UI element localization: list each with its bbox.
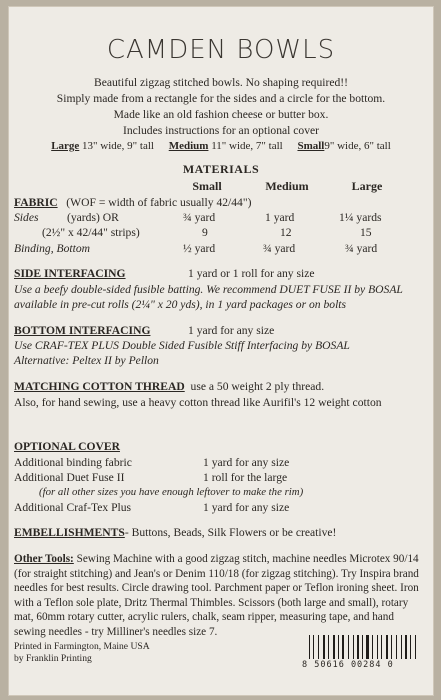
cover-amount-2: 1 roll for the large bbox=[203, 471, 288, 484]
barcode-bar bbox=[338, 635, 339, 659]
barcode-bar bbox=[383, 635, 385, 659]
binding-label: Binding, Bottom bbox=[14, 242, 90, 255]
size-desc-small: 9" wide, 6" tall bbox=[324, 140, 391, 152]
side-interfacing-note: Use a beefy double-sided fusible batting. We recommend DUET FUSE II by BOSAL available in pre-cut rolls (2¼" x 20 yds), in 1 yard packages or on bolts bbox=[14, 283, 403, 311]
barcode-bar bbox=[309, 635, 310, 659]
barcode-bar bbox=[416, 635, 417, 659]
bottom-interfacing-line1: Use CRAF-TEX PLUS Double Sided Fusible Stiff Interfacing by BOSAL bbox=[14, 339, 350, 352]
sides-strips: (2½" x 42/44" strips) bbox=[42, 226, 140, 239]
barcode-bar bbox=[353, 635, 354, 659]
binding-small: ½ yard bbox=[183, 242, 216, 255]
sides-label: Sides bbox=[14, 211, 39, 224]
barcode-bar bbox=[410, 635, 411, 659]
tools-paragraph bbox=[14, 552, 426, 640]
barcode-bar bbox=[389, 635, 390, 659]
barcode-bar bbox=[364, 635, 365, 659]
barcode-bar bbox=[372, 635, 373, 659]
size-list bbox=[9, 140, 433, 152]
cover-item-1: Additional binding fabric bbox=[14, 456, 132, 469]
barcode-bar bbox=[360, 635, 361, 659]
cover-label: OPTIONAL COVER bbox=[14, 440, 120, 453]
barcode-bar bbox=[396, 635, 397, 659]
cover-amount-3: 1 yard for any size bbox=[203, 501, 290, 514]
fabric-note: (WOF = width of fabric usually 42/44") bbox=[66, 196, 252, 209]
barcode-bar bbox=[405, 635, 407, 659]
barcode-bar bbox=[341, 635, 342, 659]
cover-note: (for all other sizes you have enough leftover to make the rim) bbox=[39, 486, 304, 498]
embellishments-label: EMBELLISHMENTS bbox=[14, 526, 125, 539]
barcode-bar bbox=[320, 635, 322, 659]
barcode-bar bbox=[415, 635, 416, 659]
barcode-bar bbox=[366, 635, 368, 659]
size-name-medium: Medium bbox=[168, 140, 209, 152]
thread-row bbox=[14, 380, 324, 393]
materials-heading: MATERIALS bbox=[182, 162, 260, 176]
barcode-bar bbox=[398, 635, 399, 659]
barcode-bar bbox=[345, 635, 346, 659]
cover-amount-1: 1 yard for any size bbox=[203, 456, 290, 469]
bottom-interfacing-label: BOTTOM INTERFACING bbox=[14, 324, 151, 337]
thread-more: Also, for hand sewing, use a heavy cotton thread like Aurifil's 12 weight cotton bbox=[14, 396, 382, 409]
column-large: Large bbox=[351, 179, 383, 193]
bottom-interfacing-row bbox=[14, 324, 150, 337]
bottom-interfacing-amount: 1 yard for any size bbox=[188, 324, 275, 337]
tools-text: Sewing Machine with a good zigzag stitch, machine needles Microtex 90/14 (for straight stitching) and Jean's or Denim 110/18 (for zigzag stitching). Try Inspira brand needles for best results. Circle drawing tool. Parchment paper or Teflon ironing sheet. Iron with a Teflon sole plate, Dritz Thermal Thimbles. Scissors (both large and small), rotary mat, 60mm rotary cutter, acrylic rulers, chalk, seam ripper, measuring tape, and hand sewing needles - try Milliner's needles size 7. bbox=[14, 553, 419, 638]
printed-line-2: by Franklin Printing bbox=[14, 653, 92, 664]
barcode-bar bbox=[381, 635, 382, 659]
barcode-bar bbox=[336, 635, 337, 659]
cover-item-3: Additional Craf-Tex Plus bbox=[14, 501, 132, 514]
size-name-large: Large bbox=[51, 140, 80, 152]
side-interfacing-amount: 1 yard or 1 roll for any size bbox=[188, 267, 315, 280]
sides-large: 1¼ yards bbox=[339, 211, 382, 224]
barcode-bar bbox=[371, 635, 372, 659]
fabric-row bbox=[14, 196, 251, 209]
tools-label: Other Tools: bbox=[14, 553, 74, 565]
strips-medium: 12 bbox=[280, 226, 292, 239]
barcode-bar bbox=[342, 635, 343, 659]
thread-label: MATCHING COTTON THREAD bbox=[14, 380, 185, 393]
barcode-bar bbox=[401, 635, 402, 659]
intro-line: Includes instructions for an optional cover bbox=[122, 124, 320, 137]
strips-large: 15 bbox=[360, 226, 372, 239]
sides-medium: 1 yard bbox=[265, 211, 295, 224]
embellishments-row bbox=[14, 526, 336, 539]
sides-unit: (yards) OR bbox=[67, 211, 119, 224]
size-desc-medium: 11" wide, 7" tall bbox=[211, 140, 283, 152]
pattern-back-cover bbox=[8, 6, 434, 696]
side-interfacing-row bbox=[14, 267, 126, 280]
barcode-number: 8 50616 00284 0 bbox=[302, 660, 394, 670]
barcode-bar bbox=[312, 635, 313, 659]
barcode-bar bbox=[313, 635, 314, 659]
binding-medium: ¾ yard bbox=[263, 242, 296, 255]
barcode-bar bbox=[408, 635, 409, 659]
barcode-bar bbox=[374, 635, 375, 659]
size-desc-large: 13" wide, 9" tall bbox=[82, 140, 154, 152]
barcode-bar bbox=[350, 635, 352, 659]
barcode-bar bbox=[362, 635, 363, 659]
pattern-title: CAMDEN BOWLS bbox=[106, 35, 336, 65]
barcode-bar bbox=[377, 635, 378, 659]
barcode-bar bbox=[356, 635, 357, 659]
barcode-bar bbox=[333, 635, 335, 659]
column-small: Small bbox=[192, 179, 222, 193]
cover-item-2: Additional Duet Fuse II bbox=[14, 471, 125, 484]
strips-small: 9 bbox=[202, 226, 208, 239]
barcode-bar bbox=[327, 635, 328, 659]
intro-line: Beautiful zigzag stitched bowls. No shaping required!! bbox=[93, 76, 349, 89]
embellishments-text: - Buttons, Beads, Silk Flowers or be creative! bbox=[124, 526, 337, 539]
binding-large: ¾ yard bbox=[345, 242, 378, 255]
intro-line: Simply made from a rectangle for the sides and a circle for the bottom. bbox=[56, 92, 386, 105]
barcode-bar bbox=[402, 635, 403, 659]
barcode-bar bbox=[379, 635, 380, 659]
cover-heading bbox=[14, 440, 120, 453]
barcode-bar bbox=[386, 635, 387, 659]
barcode-bar bbox=[412, 635, 413, 659]
thread-text: use a 50 weight 2 ply thread. bbox=[190, 380, 325, 393]
barcode-bar bbox=[328, 635, 329, 659]
barcode-bar bbox=[357, 635, 358, 659]
barcode-bar bbox=[330, 635, 331, 659]
size-name-small: Small bbox=[297, 140, 325, 152]
barcode-bar bbox=[323, 635, 324, 659]
barcode-bar bbox=[393, 635, 394, 659]
barcode-graphic bbox=[309, 635, 419, 659]
barcode-bar bbox=[391, 635, 392, 659]
printed-line-1: Printed in Farmington, Maine USA bbox=[14, 641, 150, 652]
bottom-interfacing-line2: Alternative: Peltex II by Pellon bbox=[14, 354, 159, 367]
barcode-bar bbox=[315, 635, 316, 659]
intro-line: Made like an old fashion cheese or butter box. bbox=[113, 108, 329, 121]
fabric-label: FABRIC bbox=[14, 196, 58, 209]
side-interfacing-label: SIDE INTERFACING bbox=[14, 267, 126, 280]
sides-small: ¾ yard bbox=[183, 211, 216, 224]
barcode-bar bbox=[318, 635, 319, 659]
barcode-bar bbox=[348, 635, 349, 659]
column-medium: Medium bbox=[265, 179, 309, 193]
intro-text bbox=[9, 75, 433, 139]
